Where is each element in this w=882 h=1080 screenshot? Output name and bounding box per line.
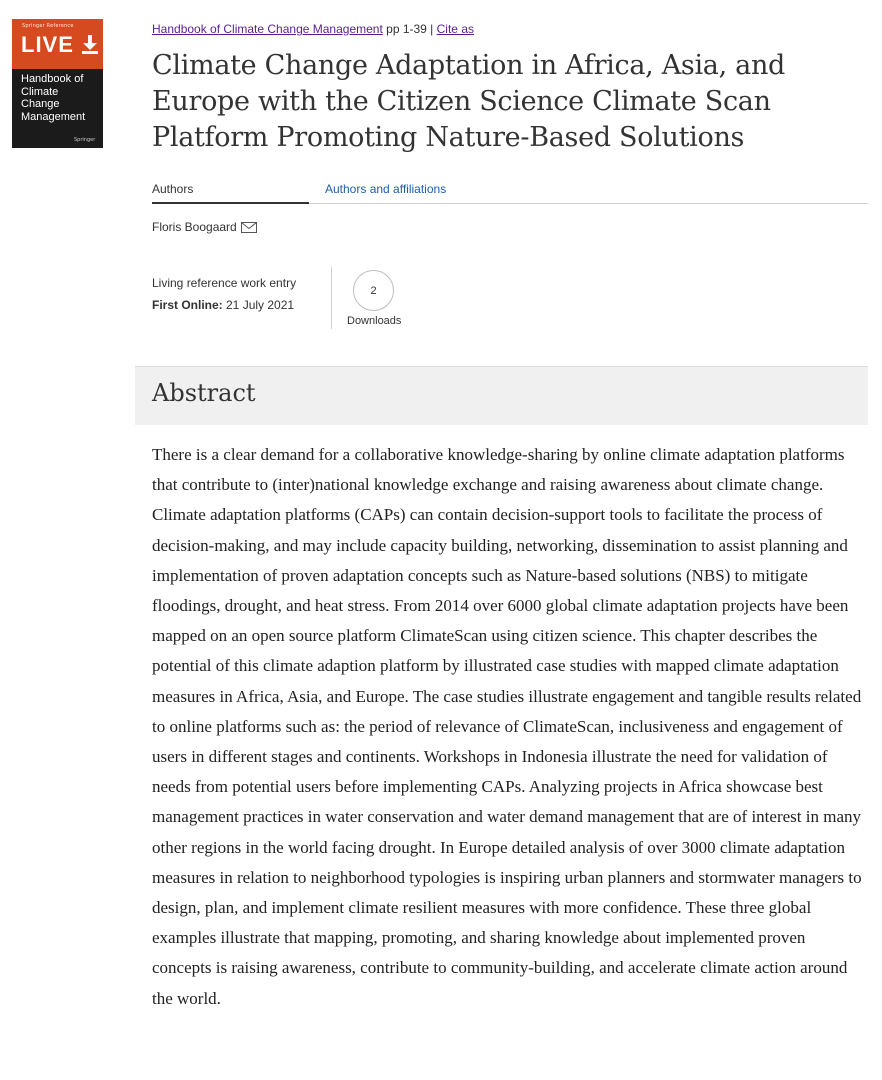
meta-divider <box>331 267 332 329</box>
page-range: pp 1-39 | <box>382 22 437 36</box>
tab-affiliations[interactable]: Authors and affiliations <box>325 182 447 196</box>
author-name[interactable]: Floris Boogaard <box>152 220 237 234</box>
entry-type: Living reference work entry <box>152 276 297 290</box>
abstract-heading: Abstract <box>152 379 256 407</box>
author-entry <box>152 220 257 234</box>
book-cover[interactable] <box>12 19 103 148</box>
cover-band <box>12 19 103 69</box>
envelope-icon[interactable] <box>241 222 257 233</box>
cover-publisher: Springer Reference <box>22 23 74 29</box>
first-online <box>152 294 296 316</box>
cite-as-link[interactable]: Cite as <box>436 22 474 36</box>
first-online-date: 21 July 2021 <box>222 298 295 312</box>
cover-book-title: Handbook of Climate Change Management <box>21 73 86 123</box>
entry-meta <box>152 272 296 316</box>
cover-live-label: LIVE <box>21 32 74 57</box>
abstract-text: There is a clear demand for a collaborative knowledge-sharing by online climate adaptation platforms that contribute to (inter)national knowledge exchange and raising awareness about climate change. Climate adaptation platforms (CAPs) can contain decision-support tools to facilitate the process of decision-making, and may include capacity building, networking, dissemination to assist planning and implementation of proven adaptation concepts such as Nature-based solutions (NBS) to mitigate floodings, drought, and heat stress. From 2014 over 6000 global climate adaptation projects have been mapped on an open source platform ClimateScan using citizen science. This chapter describes the potential of this climate adaption platform by illustrated case studies with mapped climate adaptation measures in Africa, Asia, and Europe. The case studies illustrate engagement and tangible results related to online platforms such as: the period of relevance of ClimateScan, inclusiveness and engagement of users in different stages and continents. Workshops in Indonesia illustrate the need for validation of needs from potential users before implementing CAPs. Analyzing projects in Africa showcase best management practices in water conservation and water demand management that are of interest in many other regions in the world facing drought. In Europe detailed analysis of over 3000 climate adaptation measures in relation to neighborhood typologies is inspiring urban planners and stormwater managers to design, plan, and implement climate resilient measures with more confidence. These three global examples illustrate that mapping, promoting, and sharing knowledge about implemented proven concepts is raising awareness, contribute to community-building, and accelerate climate action around the world. <box>152 445 862 1008</box>
chapter-title: Climate Change Adaptation in Africa, Asia, and Europe with the Citizen Science Climate Scan Platform Promoting Nature-Based Solutions <box>152 50 786 153</box>
cover-brand: Springer <box>74 137 96 143</box>
download-arrow-icon <box>82 35 98 55</box>
book-link[interactable]: Handbook of Climate Change Management <box>152 22 383 36</box>
breadcrumb <box>152 22 474 36</box>
downloads-count: 2 <box>353 270 394 311</box>
first-online-label: First Online: <box>152 298 223 312</box>
downloads-label: Downloads <box>347 315 402 327</box>
tab-authors[interactable]: Authors <box>152 182 309 204</box>
abstract-header <box>135 366 868 425</box>
author-tabs <box>152 180 868 204</box>
